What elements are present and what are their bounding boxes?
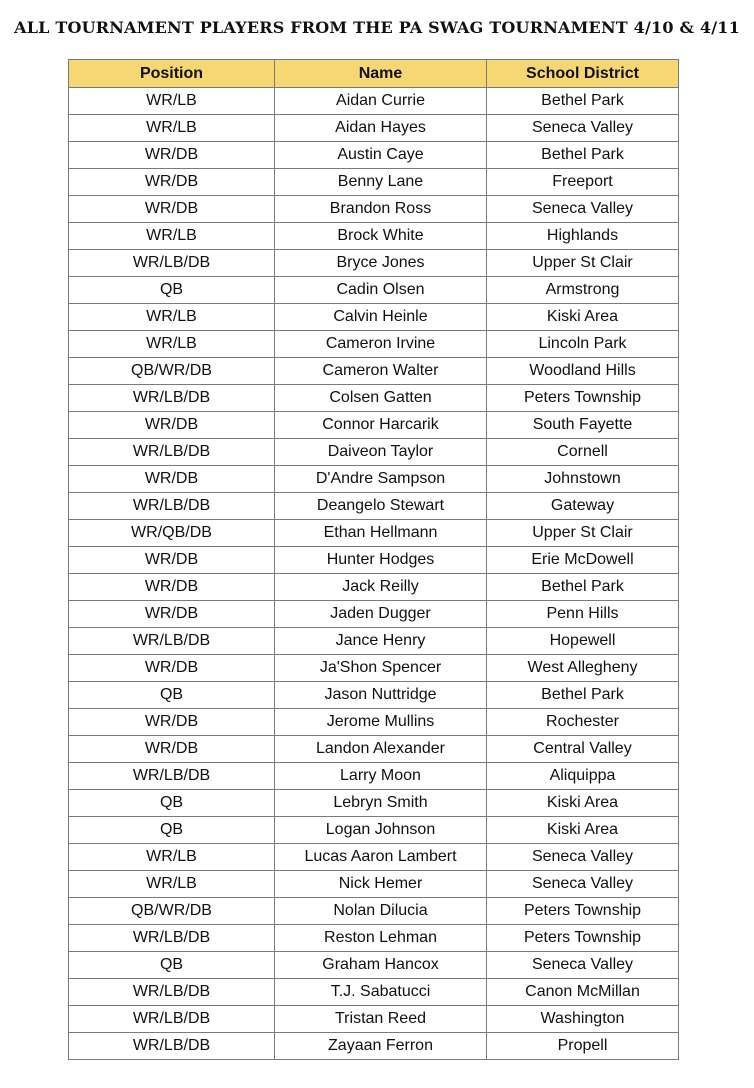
position-cell: WR/DB (69, 736, 275, 763)
table-header-row (69, 60, 679, 88)
document-title: ALL TOURNAMENT PLAYERS FROM THE PA SWAG TOURNAMENT 4/10 & 4/11 (14, 18, 740, 37)
table-row (69, 493, 679, 520)
school-district-cell: Kiski Area (487, 790, 679, 817)
position-cell: WR/DB (69, 196, 275, 223)
school-district-cell: Johnstown (487, 466, 679, 493)
position-cell: WR/LB/DB (69, 628, 275, 655)
table-row (69, 520, 679, 547)
table-body (69, 88, 679, 1060)
name-cell: Cadin Olsen (275, 277, 487, 304)
table-row (69, 196, 679, 223)
position-cell: QB (69, 682, 275, 709)
table-row (69, 709, 679, 736)
table-row (69, 88, 679, 115)
name-cell: Tristan Reed (275, 1006, 487, 1033)
name-cell: Reston Lehman (275, 925, 487, 952)
school-district-cell: Bethel Park (487, 574, 679, 601)
school-district-cell: Bethel Park (487, 88, 679, 115)
school-district-cell: Erie McDowell (487, 547, 679, 574)
school-district-cell: Central Valley (487, 736, 679, 763)
table-row (69, 115, 679, 142)
name-cell: Nolan Dilucia (275, 898, 487, 925)
name-cell: Daiveon Taylor (275, 439, 487, 466)
name-cell: Zayaan Ferron (275, 1033, 487, 1060)
school-district-cell: Seneca Valley (487, 115, 679, 142)
position-cell: QB (69, 817, 275, 844)
table-row (69, 655, 679, 682)
column-header-school-district: School District (487, 60, 679, 88)
table-row (69, 871, 679, 898)
school-district-cell: Upper St Clair (487, 250, 679, 277)
name-cell: T.J. Sabatucci (275, 979, 487, 1006)
position-cell: WR/LB/DB (69, 925, 275, 952)
position-cell: WR/LB/DB (69, 763, 275, 790)
name-cell: Connor Harcarik (275, 412, 487, 439)
position-cell: WR/LB/DB (69, 1006, 275, 1033)
school-district-cell: Seneca Valley (487, 196, 679, 223)
table-row (69, 304, 679, 331)
table-row (69, 331, 679, 358)
table-row (69, 925, 679, 952)
school-district-cell: Bethel Park (487, 142, 679, 169)
name-cell: Bryce Jones (275, 250, 487, 277)
name-cell: Logan Johnson (275, 817, 487, 844)
position-cell: WR/LB (69, 331, 275, 358)
school-district-cell: Peters Township (487, 385, 679, 412)
position-cell: WR/LB/DB (69, 250, 275, 277)
school-district-cell: Bethel Park (487, 682, 679, 709)
name-cell: Ja'Shon Spencer (275, 655, 487, 682)
position-cell: QB (69, 277, 275, 304)
name-cell: Jack Reilly (275, 574, 487, 601)
position-cell: WR/LB (69, 871, 275, 898)
position-cell: WR/DB (69, 574, 275, 601)
table-row (69, 358, 679, 385)
school-district-cell: Penn Hills (487, 601, 679, 628)
table-row (69, 385, 679, 412)
table-row (69, 1006, 679, 1033)
table-row (69, 466, 679, 493)
name-cell: Jason Nuttridge (275, 682, 487, 709)
name-cell: Jaden Dugger (275, 601, 487, 628)
table-row (69, 682, 679, 709)
players-table (68, 59, 679, 1060)
school-district-cell: Kiski Area (487, 817, 679, 844)
position-cell: WR/LB/DB (69, 979, 275, 1006)
table-row (69, 601, 679, 628)
name-cell: Graham Hancox (275, 952, 487, 979)
school-district-cell: Washington (487, 1006, 679, 1033)
column-header-position: Position (69, 60, 275, 88)
name-cell: Cameron Irvine (275, 331, 487, 358)
position-cell: WR/DB (69, 466, 275, 493)
position-cell: WR/LB (69, 844, 275, 871)
name-cell: D'Andre Sampson (275, 466, 487, 493)
position-cell: WR/DB (69, 655, 275, 682)
name-cell: Hunter Hodges (275, 547, 487, 574)
table-row (69, 547, 679, 574)
school-district-cell: Canon McMillan (487, 979, 679, 1006)
position-cell: QB/WR/DB (69, 358, 275, 385)
position-cell: WR/DB (69, 412, 275, 439)
name-cell: Benny Lane (275, 169, 487, 196)
school-district-cell: Kiski Area (487, 304, 679, 331)
school-district-cell: Peters Township (487, 898, 679, 925)
position-cell: QB (69, 952, 275, 979)
name-cell: Nick Hemer (275, 871, 487, 898)
school-district-cell: Woodland Hills (487, 358, 679, 385)
school-district-cell: Seneca Valley (487, 952, 679, 979)
table-row (69, 628, 679, 655)
school-district-cell: Seneca Valley (487, 844, 679, 871)
column-header-name: Name (275, 60, 487, 88)
table-row (69, 790, 679, 817)
position-cell: QB (69, 790, 275, 817)
school-district-cell: Gateway (487, 493, 679, 520)
table-row (69, 817, 679, 844)
table-row (69, 574, 679, 601)
position-cell: WR/LB (69, 88, 275, 115)
position-cell: WR/LB/DB (69, 439, 275, 466)
position-cell: QB/WR/DB (69, 898, 275, 925)
name-cell: Brandon Ross (275, 196, 487, 223)
name-cell: Lebryn Smith (275, 790, 487, 817)
school-district-cell: West Allegheny (487, 655, 679, 682)
school-district-cell: Rochester (487, 709, 679, 736)
name-cell: Lucas Aaron Lambert (275, 844, 487, 871)
school-district-cell: South Fayette (487, 412, 679, 439)
name-cell: Jance Henry (275, 628, 487, 655)
school-district-cell: Upper St Clair (487, 520, 679, 547)
position-cell: WR/DB (69, 169, 275, 196)
table-row (69, 439, 679, 466)
table-row (69, 1033, 679, 1060)
position-cell: WR/DB (69, 142, 275, 169)
school-district-cell: Freeport (487, 169, 679, 196)
position-cell: WR/LB/DB (69, 493, 275, 520)
table-row (69, 169, 679, 196)
table-row (69, 142, 679, 169)
name-cell: Calvin Heinle (275, 304, 487, 331)
table-row (69, 763, 679, 790)
position-cell: WR/LB/DB (69, 1033, 275, 1060)
school-district-cell: Hopewell (487, 628, 679, 655)
school-district-cell: Seneca Valley (487, 871, 679, 898)
position-cell: WR/DB (69, 601, 275, 628)
name-cell: Landon Alexander (275, 736, 487, 763)
school-district-cell: Armstrong (487, 277, 679, 304)
name-cell: Brock White (275, 223, 487, 250)
table-row (69, 952, 679, 979)
table-row (69, 250, 679, 277)
table-row (69, 898, 679, 925)
school-district-cell: Highlands (487, 223, 679, 250)
table-row (69, 223, 679, 250)
name-cell: Deangelo Stewart (275, 493, 487, 520)
school-district-cell: Lincoln Park (487, 331, 679, 358)
name-cell: Jerome Mullins (275, 709, 487, 736)
school-district-cell: Cornell (487, 439, 679, 466)
position-cell: WR/QB/DB (69, 520, 275, 547)
school-district-cell: Peters Township (487, 925, 679, 952)
position-cell: WR/DB (69, 547, 275, 574)
name-cell: Austin Caye (275, 142, 487, 169)
school-district-cell: Propell (487, 1033, 679, 1060)
name-cell: Larry Moon (275, 763, 487, 790)
school-district-cell: Aliquippa (487, 763, 679, 790)
position-cell: WR/LB (69, 223, 275, 250)
table-row (69, 277, 679, 304)
name-cell: Colsen Gatten (275, 385, 487, 412)
name-cell: Cameron Walter (275, 358, 487, 385)
table-row (69, 979, 679, 1006)
position-cell: WR/DB (69, 709, 275, 736)
name-cell: Ethan Hellmann (275, 520, 487, 547)
position-cell: WR/LB (69, 115, 275, 142)
table-row (69, 844, 679, 871)
position-cell: WR/LB (69, 304, 275, 331)
name-cell: Aidan Currie (275, 88, 487, 115)
table-row (69, 412, 679, 439)
position-cell: WR/LB/DB (69, 385, 275, 412)
table-row (69, 736, 679, 763)
name-cell: Aidan Hayes (275, 115, 487, 142)
